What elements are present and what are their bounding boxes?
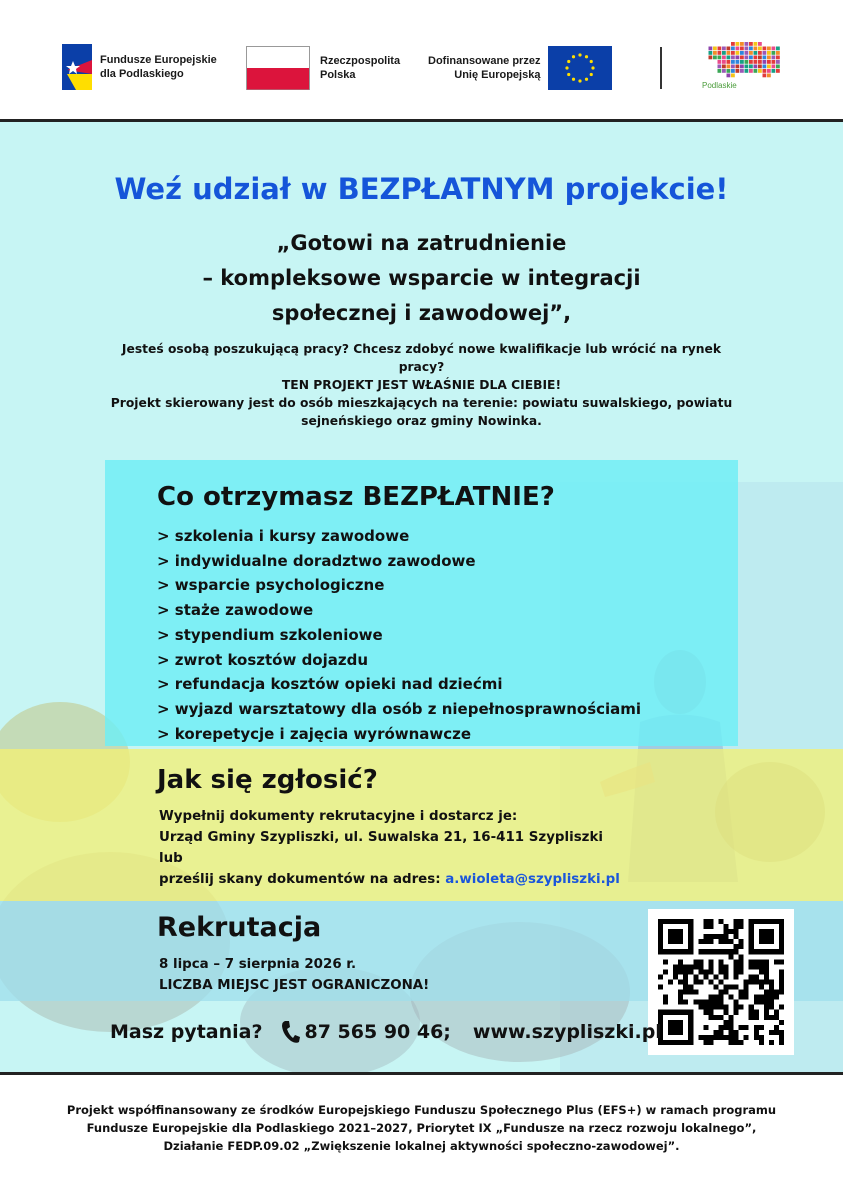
intro-text (100, 340, 743, 430)
apply-email-prefix: prześlij skany dokumentów na adres: (159, 872, 446, 887)
benefits-box (105, 460, 738, 746)
recruitment-limit: LICZBA MIEJSC JEST OGRANICZONA! (159, 978, 430, 993)
benefit-item: > indywidualne doradztwo zawodowe (157, 551, 476, 570)
project-title-line-1: „Gotowi na zatrudnienie (276, 231, 567, 255)
benefit-item: > wsparcie psychologiczne (157, 576, 385, 595)
rp-logo-text: Rzeczpospolita Polska (320, 55, 401, 81)
benefit-item: > wyjazd warsztatowy dla osób z niepełnosprawnościami (157, 699, 642, 718)
logo-podlaskie (700, 40, 788, 94)
email-link[interactable]: a.wioleta@szypliszki.pl (445, 872, 620, 887)
website-link[interactable]: www.szypliszki.pl (472, 1021, 662, 1043)
benefit-item: > zwrot kosztów dojazdu (157, 650, 369, 669)
footer (0, 1072, 843, 1191)
contact-line (110, 1020, 662, 1044)
qr-code-icon (658, 919, 784, 1045)
phone-icon (280, 1020, 300, 1044)
benefits-title: Co otrzymasz BEZPŁATNIE? (157, 482, 555, 512)
footer-text (40, 1101, 803, 1155)
project-title-line-2: – kompleksowe wsparcie w integracji (202, 266, 641, 290)
footer-line-3: Działanie FEDP.09.02 „Zwiększenie lokalnej aktywności społeczno-zawodowej”. (163, 1139, 680, 1153)
eu-flag-icon (548, 46, 612, 90)
logo-unia-europejska (428, 46, 612, 90)
benefit-item: > szkolenia i kursy zawodowe (157, 527, 410, 545)
intro-target: Projekt skierowany jest do osób mieszkających na terenie: powiatu suwalskiego, powiatu sejneńskiego oraz gminy Nowinka. (110, 396, 733, 428)
headline: Weź udział w BEZPŁATNYM projekcie! (114, 172, 729, 206)
project-title (150, 226, 693, 331)
apply-address: Urząd Gminy Szypliszki, ul. Suwalska 21, 16-411 Szypliszki (159, 830, 603, 845)
fe-logo-icon (62, 44, 92, 90)
logo-rzeczpospolita (246, 46, 400, 90)
apply-email-line (159, 869, 620, 890)
contact-question: Masz pytania? (110, 1021, 263, 1043)
recruitment-dates: 8 lipca – 7 sierpnia 2026 r. (159, 957, 357, 972)
benefits-list (157, 524, 641, 746)
footer-line-2: Fundusze Europejskie dla Podlaskiego 2021–2027, Priorytet IX „Fundusze na rzecz rozwoju lokalnego”, (86, 1121, 757, 1135)
apply-instructions (159, 806, 620, 890)
logo-divider (660, 47, 662, 89)
logo-fundusze-europejskie (62, 44, 217, 90)
recruitment-title: Rekrutacja (157, 912, 322, 943)
benefit-item: > refundacja kosztów opieki nad dziećmi (157, 675, 503, 694)
fe-logo-text: Fundusze Europejskie dla Podlaskiego (100, 54, 217, 80)
benefit-item: > stypendium szkoleniowe (157, 625, 383, 644)
recruitment-details (159, 954, 429, 996)
apply-line-1: Wypełnij dokumenty rekrutacyjne i dostarcz je: (159, 809, 518, 824)
intro-question: Jesteś osobą poszukującą pracy? Chcesz zdobyć nowe kwalifikacje lub wrócić na rynek pracy? (121, 342, 722, 374)
polish-flag-icon (246, 46, 310, 90)
footer-line-1: Projekt współfinansowany ze środków Europejskiego Funduszu Społecznego Plus (EFS+) w ramach programu (66, 1103, 777, 1117)
qr-code[interactable] (648, 909, 794, 1055)
benefit-item: > korepetycje i zajęcia wyrównawcze (157, 724, 472, 743)
contact-phone[interactable]: 87 565 90 46; (304, 1021, 451, 1043)
project-title-line-3: społecznej i zawodowej”, (271, 301, 572, 325)
benefit-item: > staże zawodowe (157, 601, 314, 620)
apply-title: Jak się zgłosić? (157, 765, 378, 795)
apply-or: lub (159, 851, 183, 866)
main-content (0, 122, 843, 1072)
eu-logo-text: Dofinansowane przez Unię Europejską (428, 55, 541, 81)
podlaskie-logo-text: Podlaskie (702, 81, 737, 90)
logo-strip (0, 0, 843, 122)
intro-emphasis: TEN PROJEKT JEST WŁAŚNIE DLA CIEBIE! (281, 378, 562, 392)
